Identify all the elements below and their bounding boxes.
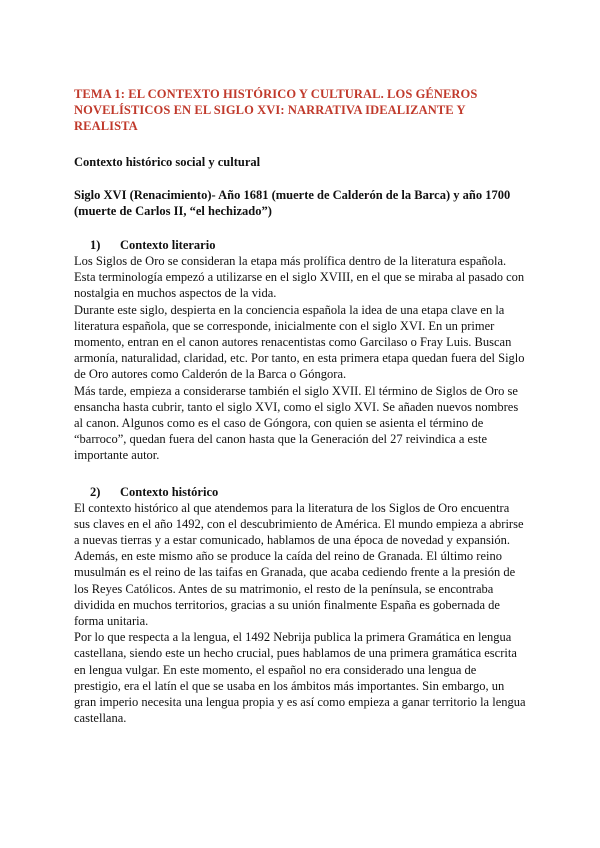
subsection-number: 1) — [90, 238, 101, 252]
paragraph: Esta terminología empezó a utilizarse en el siglo XVIII, en el que se miraba al pasado con nostalgia en muchos aspectos de la vida. — [74, 270, 525, 301]
subsection-number: 2) — [90, 484, 101, 499]
paragraph: Los Siglos de Oro se consideran la etapa más prolífica dentro de la literatura española. — [74, 254, 507, 268]
period-heading: Siglo XVI (Renacimiento)- Año 1681 (muerte de Calderón de la Barca) y año 1700 (muerte de Carlos II, “el hechizado”) — [74, 188, 511, 218]
paragraph: Además, en este mismo año se produce la caída del reino de Granada. El último reino musulmán es el reino de las taifas en Granada, que acaba cediendo frente a la presión de los Reyes Católicos. Antes de su matrimonio, el resto de la península, se encontraba dividida en muchos territorios, gracias a su unión finalmente España es gobernada de forma unitaria. — [74, 549, 516, 629]
section-heading: Contexto histórico social y cultural — [74, 155, 261, 169]
paragraph: Más tarde, empieza a considerarse también el siglo XVII. El término de Siglos de Oro se ensancha hasta cubrir, tanto el siglo XVI, como el siglo XVI. Se añaden nuevos nombres al canon. Algunos como es el caso de Góngora, con quien se asienta el término de “barroco”, quedan fuera del canon hasta que la Generación del 27 reivindica a este importante autor. — [74, 383, 519, 463]
paragraph: El contexto histórico al que atendemos para la literatura de los Siglos de Oro encuentra sus claves en el año 1492, con el descubrimiento de América. El mundo empieza a abrirse a nuevas tierras y a estar comunicado, hablamos de una época de novedad y expansión. — [74, 500, 524, 548]
paragraph: Por lo que respecta a la lengua, el 1492 Nebrija publica la primera Gramática en lengua castellana, siendo este un hecho crucial, pues hablamos de una primera gramática escrita en lengua vulgar. En este momento, el español no era considerado una lengua de prestigio, era el latín el que se usaba en los ámbitos más importantes. Sin embargo, un gran imperio necesita una lengua propia y es así como empieza a ganar territorio la lengua castellana. — [74, 630, 526, 726]
subsection-heading-literario — [74, 237, 526, 253]
subsection-label: Contexto literario — [120, 238, 216, 252]
subsection-label: Contexto histórico — [120, 484, 219, 499]
paragraph: Durante este siglo, despierta en la conciencia española la idea de una etapa clave en la literatura española, que se corresponde, inicialmente con el siglo XVI. En un primer momento, entran en el canon autores renacentistas como Garcilaso o Fray Luis. Buscan armonía, naturalidad, claridad, etc. Por tanto, en esta primera etapa quedan fuera del Siglo de Oro autores como Calderón de la Barca o Góngora. — [74, 302, 525, 382]
document-page — [74, 86, 526, 726]
document-title: TEMA 1: EL CONTEXTO HISTÓRICO Y CULTURAL. LOS GÉNEROS NOVELÍSTICOS EN EL SIGLO XVI: NARRATIVA IDEALIZANTE Y REALISTA — [74, 87, 478, 133]
subsection-heading-historico — [74, 484, 526, 500]
